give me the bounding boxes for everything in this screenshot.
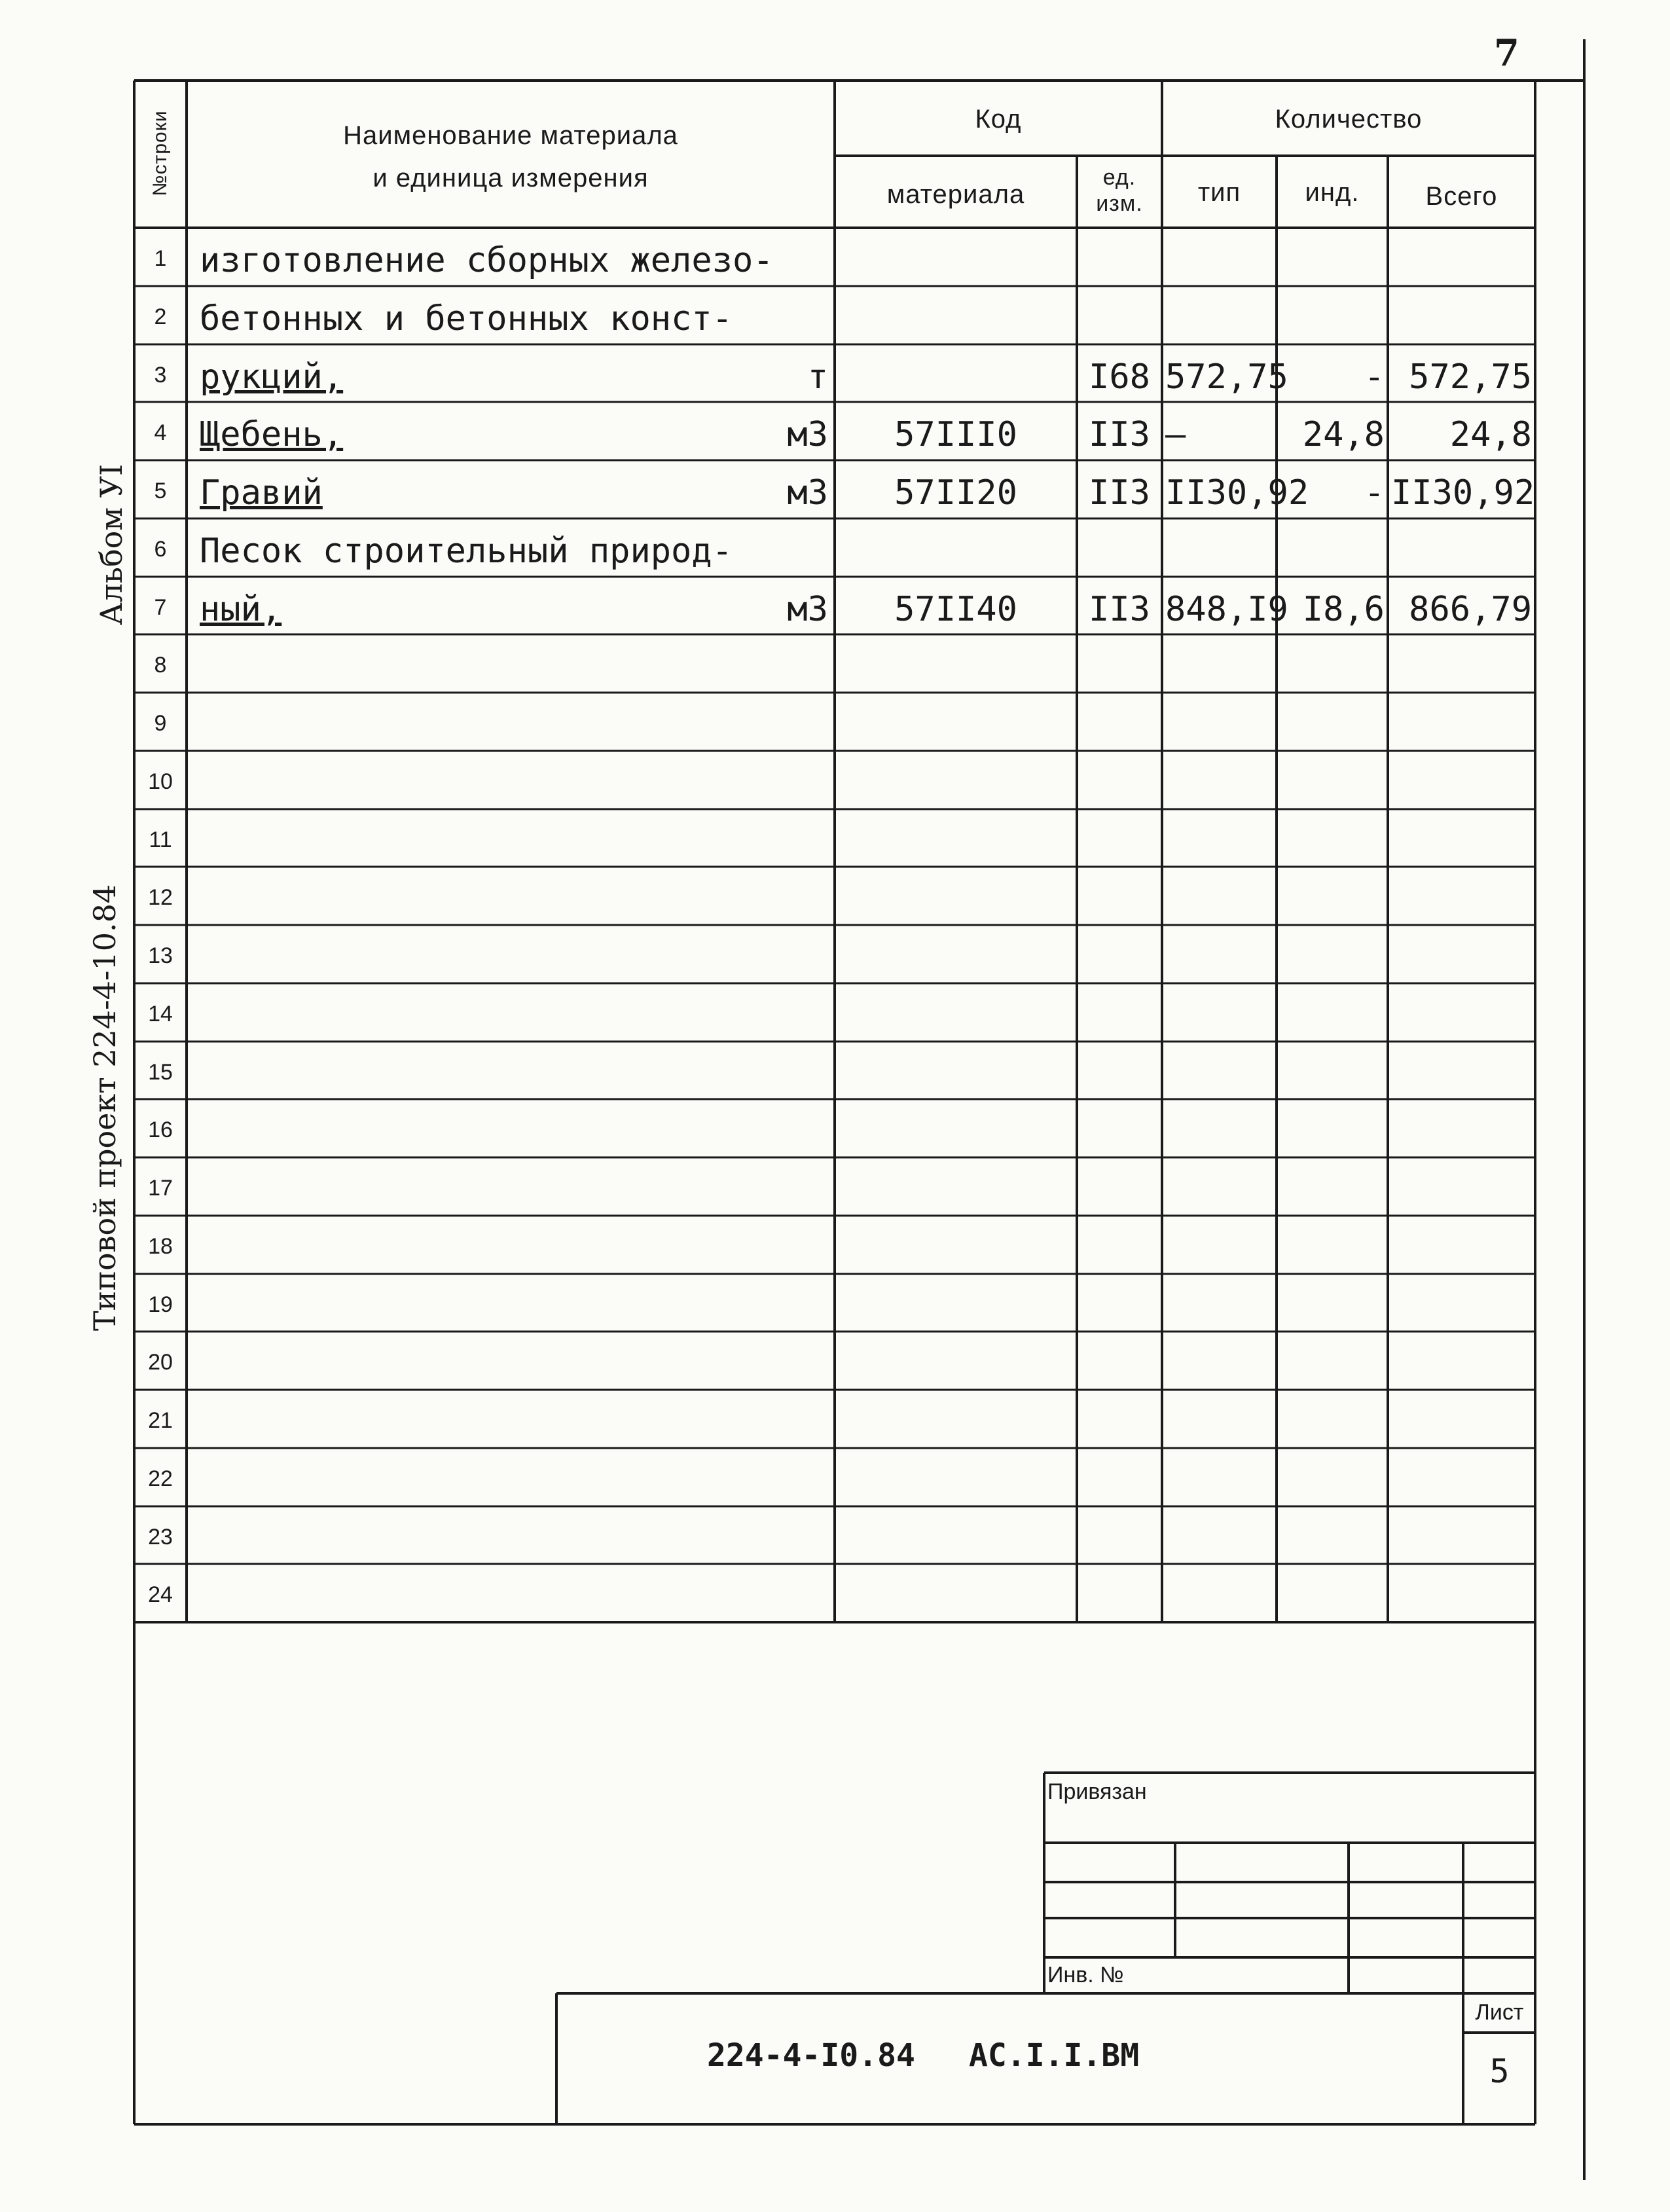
row-unit-code: II3 <box>1089 415 1150 454</box>
row-qty-type: – <box>1165 415 1186 454</box>
row-number: 19 <box>148 1292 173 1317</box>
header-unit-line1: ед. <box>1102 165 1136 190</box>
row-name: Щебень, <box>200 415 344 454</box>
header-row-no: №строки <box>149 110 171 196</box>
row-number: 12 <box>148 885 173 910</box>
row-qty-total: 24,8 <box>1449 415 1532 454</box>
row-number: 4 <box>154 420 167 445</box>
row-number: 15 <box>148 1060 173 1085</box>
row-number: 6 <box>154 537 167 562</box>
header-name-line1: Наименование материала <box>343 121 678 150</box>
row-number: 13 <box>148 943 173 968</box>
stamp-doc-code: 224-4-I0.84 <box>707 2037 915 2074</box>
row-number: 18 <box>148 1234 173 1259</box>
row-number: 7 <box>154 595 167 620</box>
row-name: Песок строительный природ- <box>200 532 733 571</box>
side-label-project: Типовой проект 224-4-10.84 <box>87 884 122 1332</box>
row-number: 8 <box>154 653 167 678</box>
row-number: 9 <box>154 711 167 736</box>
row-unit-code: I68 <box>1089 357 1150 397</box>
stamp-sheet-no: 5 <box>1489 2052 1510 2090</box>
row-qty-type: 848,I9 <box>1165 590 1288 629</box>
row-number: 16 <box>148 1117 173 1142</box>
row-name: изготовление сборных железо- <box>200 241 774 280</box>
header-type: тип <box>1197 178 1241 207</box>
side-label-album: Альбом УI <box>94 463 129 626</box>
row-unit: м3 <box>787 590 828 629</box>
row-number: 23 <box>148 1525 173 1550</box>
row-name: Гравий <box>200 473 323 513</box>
row-material-code: 57III0 <box>894 415 1017 454</box>
row-number: 17 <box>148 1176 173 1201</box>
header-unit-line2: изм. <box>1096 191 1143 216</box>
row-number: 5 <box>154 479 167 503</box>
row-qty-total: II30,92 <box>1391 473 1535 513</box>
row-number: 10 <box>148 769 173 794</box>
row-unit: м3 <box>787 415 828 454</box>
row-qty-ind: - <box>1364 473 1385 513</box>
stamp-sheet-label: Лист <box>1475 2000 1524 2025</box>
header-quantity: Количество <box>1275 105 1423 134</box>
stamp-doc-mark: АС.I.I.ВМ <box>969 2037 1140 2074</box>
row-qty-ind: 24,8 <box>1302 415 1385 454</box>
header-name-line2: и единица измерения <box>372 164 649 192</box>
header-ind: инд. <box>1305 178 1360 207</box>
row-number: 22 <box>148 1466 173 1491</box>
row-number: 2 <box>154 304 167 329</box>
row-unit-code: II3 <box>1089 590 1150 629</box>
row-name: рукций, <box>200 357 344 397</box>
header-total: Всего <box>1425 182 1498 211</box>
row-material-code: 57II40 <box>894 590 1017 629</box>
row-number: 11 <box>149 827 172 852</box>
page-number: 7 <box>1494 31 1519 75</box>
row-number: 3 <box>154 363 167 388</box>
stamp-inv-no: Инв. № <box>1047 1963 1124 1987</box>
row-qty-type: 572,75 <box>1165 357 1288 397</box>
row-qty-type: II30,92 <box>1165 473 1309 513</box>
row-unit: т <box>807 357 828 397</box>
row-qty-ind: I8,6 <box>1302 590 1385 629</box>
header-material-code: материала <box>886 180 1025 209</box>
row-qty-ind: - <box>1364 357 1385 397</box>
row-number: 21 <box>148 1408 173 1433</box>
row-unit-code: II3 <box>1089 473 1150 513</box>
row-qty-total: 866,79 <box>1409 590 1532 629</box>
row-number: 1 <box>154 246 167 271</box>
row-number: 14 <box>148 1002 173 1026</box>
row-name: ный, <box>200 590 282 629</box>
row-unit: м3 <box>787 473 828 513</box>
row-qty-total: 572,75 <box>1409 357 1532 397</box>
row-name: бетонных и бетонных конст- <box>200 299 733 338</box>
row-material-code: 57II20 <box>894 473 1017 513</box>
row-number: 24 <box>148 1582 173 1607</box>
stamp-attached: Привязан <box>1047 1779 1147 1804</box>
header-code: Код <box>975 105 1022 134</box>
row-number: 20 <box>148 1350 173 1375</box>
